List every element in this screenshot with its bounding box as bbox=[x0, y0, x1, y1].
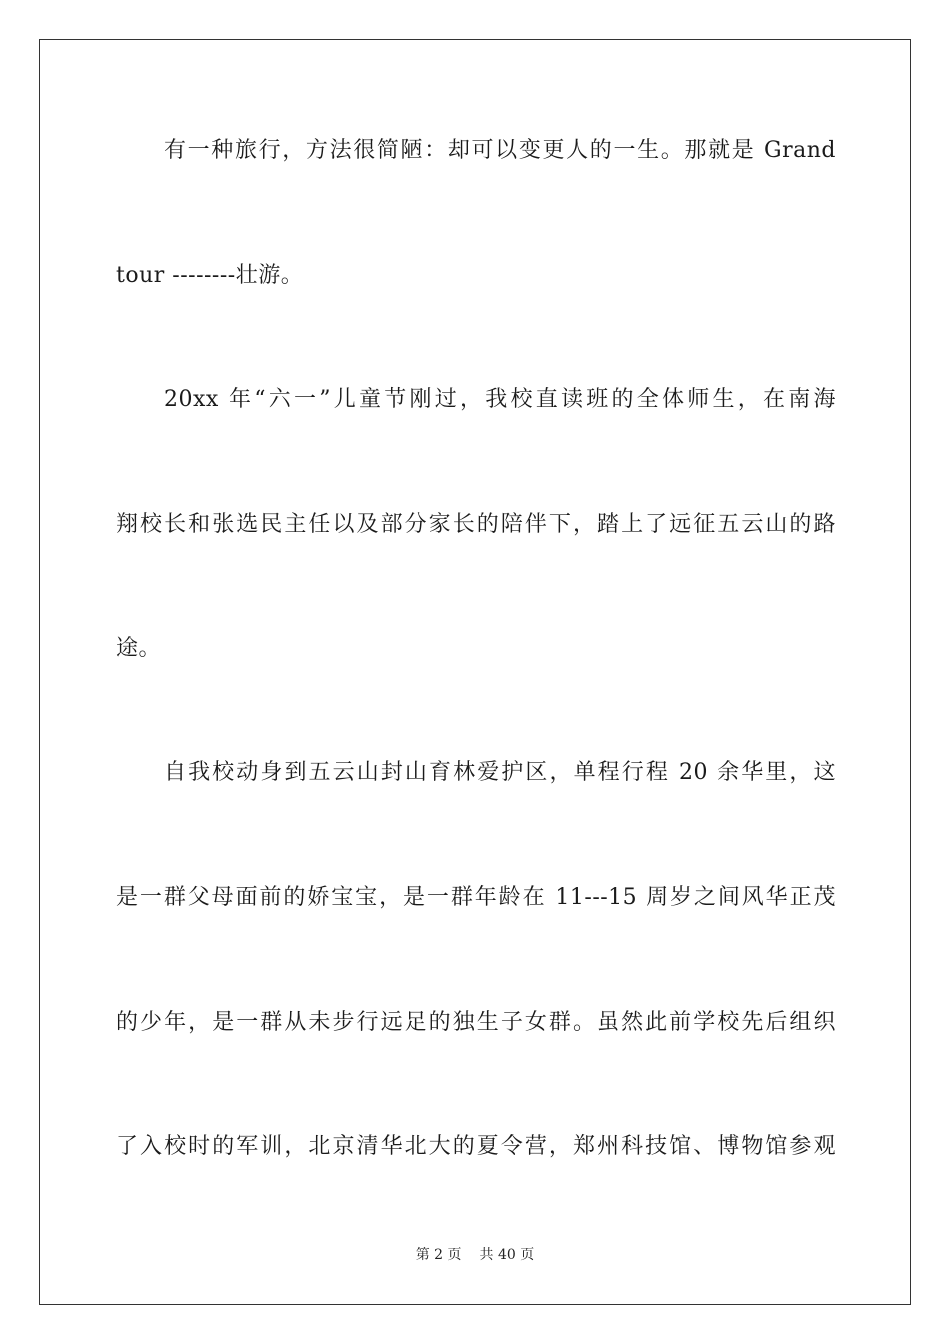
paragraph-line: 有一种旅行，方法很简陋：却可以变更人的一生。那就是 Grand bbox=[164, 138, 836, 163]
page-number: 第 2 页 bbox=[415, 1247, 462, 1263]
paragraph-line: 途。 bbox=[116, 636, 162, 661]
paragraph-line: 自我校动身到五云山封山育林爱护区，单程行程 20 余华里，这 bbox=[164, 760, 836, 785]
paragraph-line: 20xx 年“六一”儿童节刚过，我校直读班的全体师生，在南海 bbox=[164, 387, 836, 412]
page-total: 共 40 页 bbox=[479, 1247, 535, 1263]
page-frame bbox=[39, 39, 911, 1305]
paragraph-line: 了入校时的军训，北京清华北大的夏令营，郑州科技馆、博物馆参观 bbox=[116, 1134, 836, 1159]
page-footer bbox=[0, 1246, 950, 1264]
paragraph-line: 翔校长和张选民主任以及部分家长的陪伴下，踏上了远征五云山的路 bbox=[116, 512, 836, 537]
paragraph-line: 是一群父母面前的娇宝宝，是一群年龄在 11---15 周岁之间风华正茂 bbox=[116, 885, 836, 910]
paragraph-line: 的少年，是一群从未步行远足的独生子女群。虽然此前学校先后组织 bbox=[116, 1010, 836, 1035]
paragraph-line: tour --------壮游。 bbox=[116, 263, 304, 288]
